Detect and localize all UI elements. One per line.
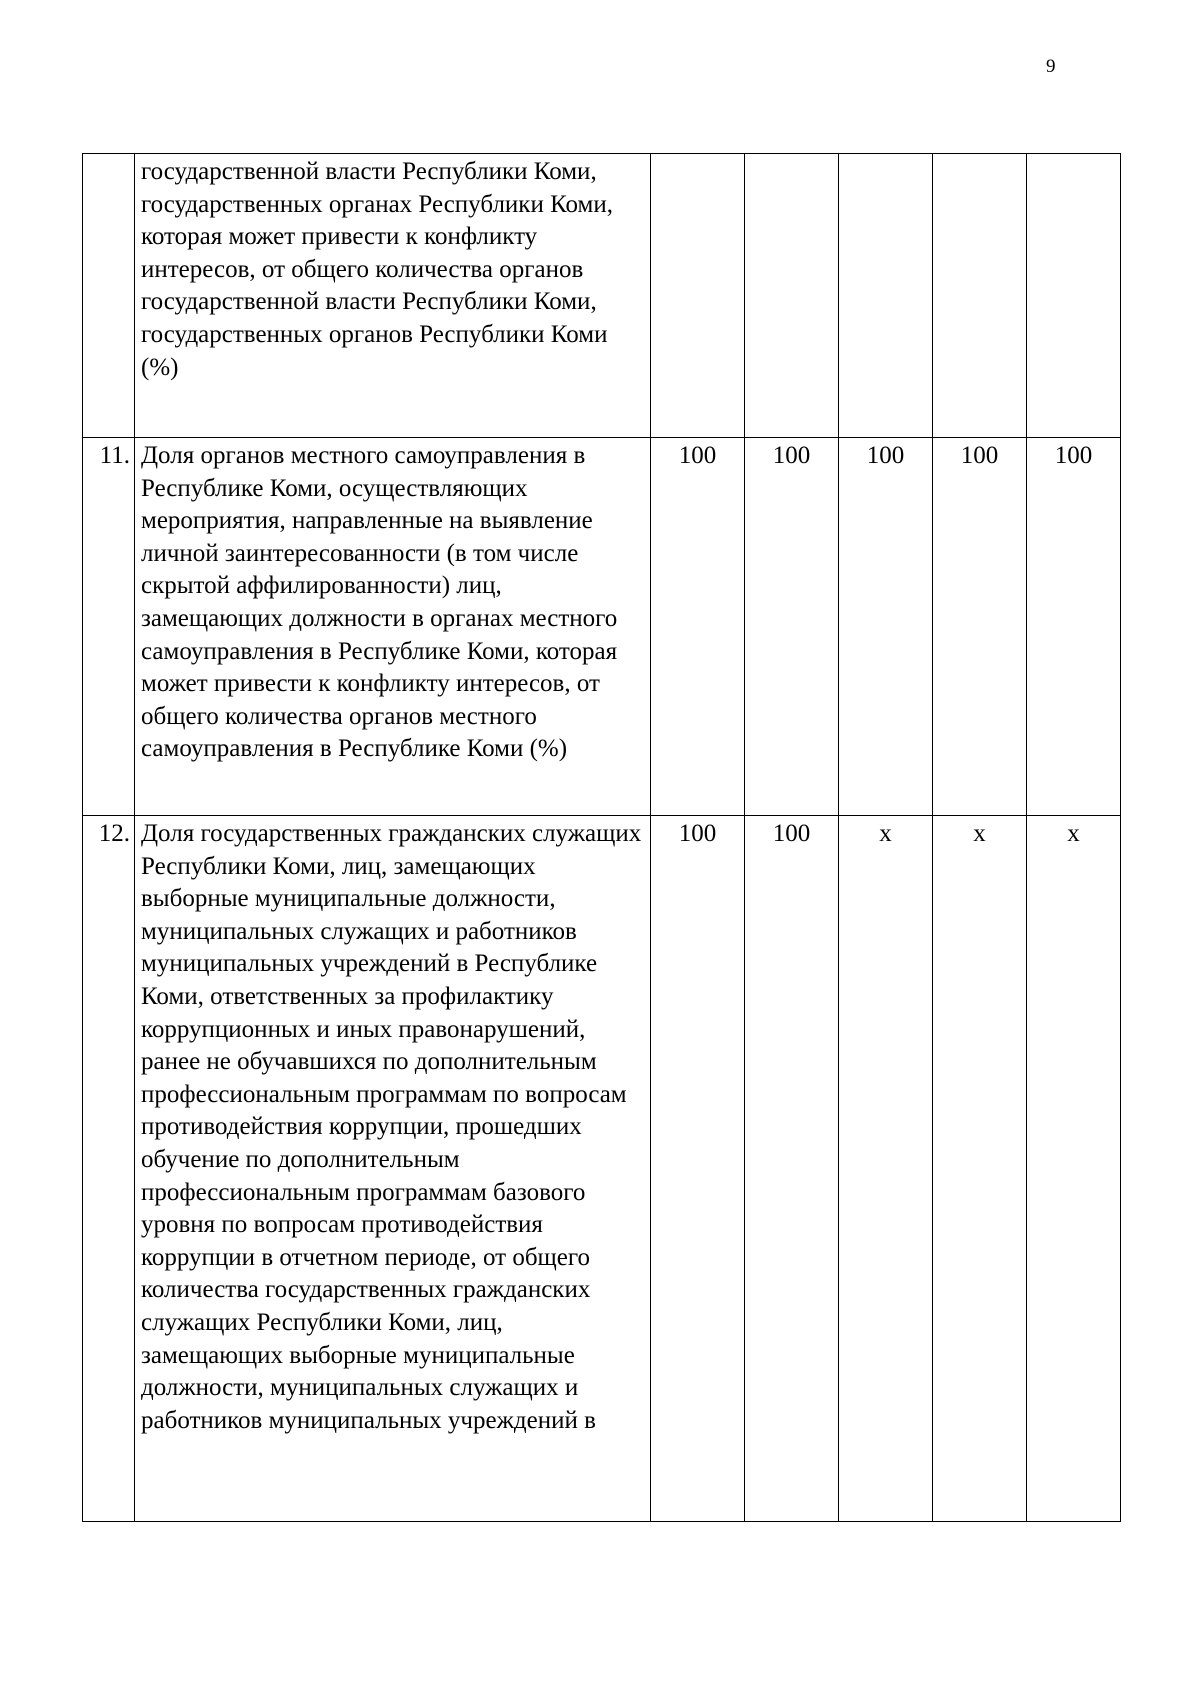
value-cell: x (933, 816, 1027, 1522)
value-cell (1027, 154, 1121, 438)
indicator-text: государственной власти Республики Коми, государственных органах Республики Коми, которая может привести к конфликту интересов, от общего количества органов государственной власти Республики Коми, государственных органов Республики Коми (%) (135, 154, 651, 438)
table-row (83, 816, 1121, 1522)
value-cell: 100 (839, 438, 933, 816)
value-cell: x (1027, 816, 1121, 1522)
value-cell: x (839, 816, 933, 1522)
row-number: 12. (83, 816, 135, 1522)
value-cell: 100 (651, 438, 745, 816)
indicators-table (82, 153, 1121, 1522)
value-cell (651, 154, 745, 438)
table-row (83, 154, 1121, 438)
value-cell: 100 (1027, 438, 1121, 816)
page-number: 9 (1046, 56, 1056, 77)
value-cell: 100 (745, 438, 839, 816)
table-row (83, 438, 1121, 816)
value-cell (745, 154, 839, 438)
value-cell: 100 (933, 438, 1027, 816)
row-number (83, 154, 135, 438)
row-number: 11. (83, 438, 135, 816)
indicator-text: Доля государственных гражданских служащих Республики Коми, лиц, замещающих выборные муниципальные должности, муниципальных служащих и работников муниципальных учреждений в Республике Коми, ответственных за профилактику коррупционных и иных правонарушений, ранее не обучавшихся по дополнительным профессиональным программам по вопросам противодействия коррупции, прошедших обучение по дополнительным профессиональным программам базового уровня по вопросам противодействия коррупции в отчетном периоде, от общего количества государственных гражданских служащих Республики Коми, лиц, замещающих выборные муниципальные должности, муниципальных служащих и работников муниципальных учреждений в (135, 816, 651, 1522)
value-cell (933, 154, 1027, 438)
indicator-text: Доля органов местного самоуправления в Республике Коми, осуществляющих мероприятия, направленные на выявление личной заинтересованности (в том числе скрытой аффилированности) лиц, замещающих должности в органах местного самоуправления в Республике Коми, которая может привести к конфликту интересов, от общего количества органов местного самоуправления в Республике Коми (%) (135, 438, 651, 816)
value-cell (839, 154, 933, 438)
value-cell: 100 (745, 816, 839, 1522)
value-cell: 100 (651, 816, 745, 1522)
